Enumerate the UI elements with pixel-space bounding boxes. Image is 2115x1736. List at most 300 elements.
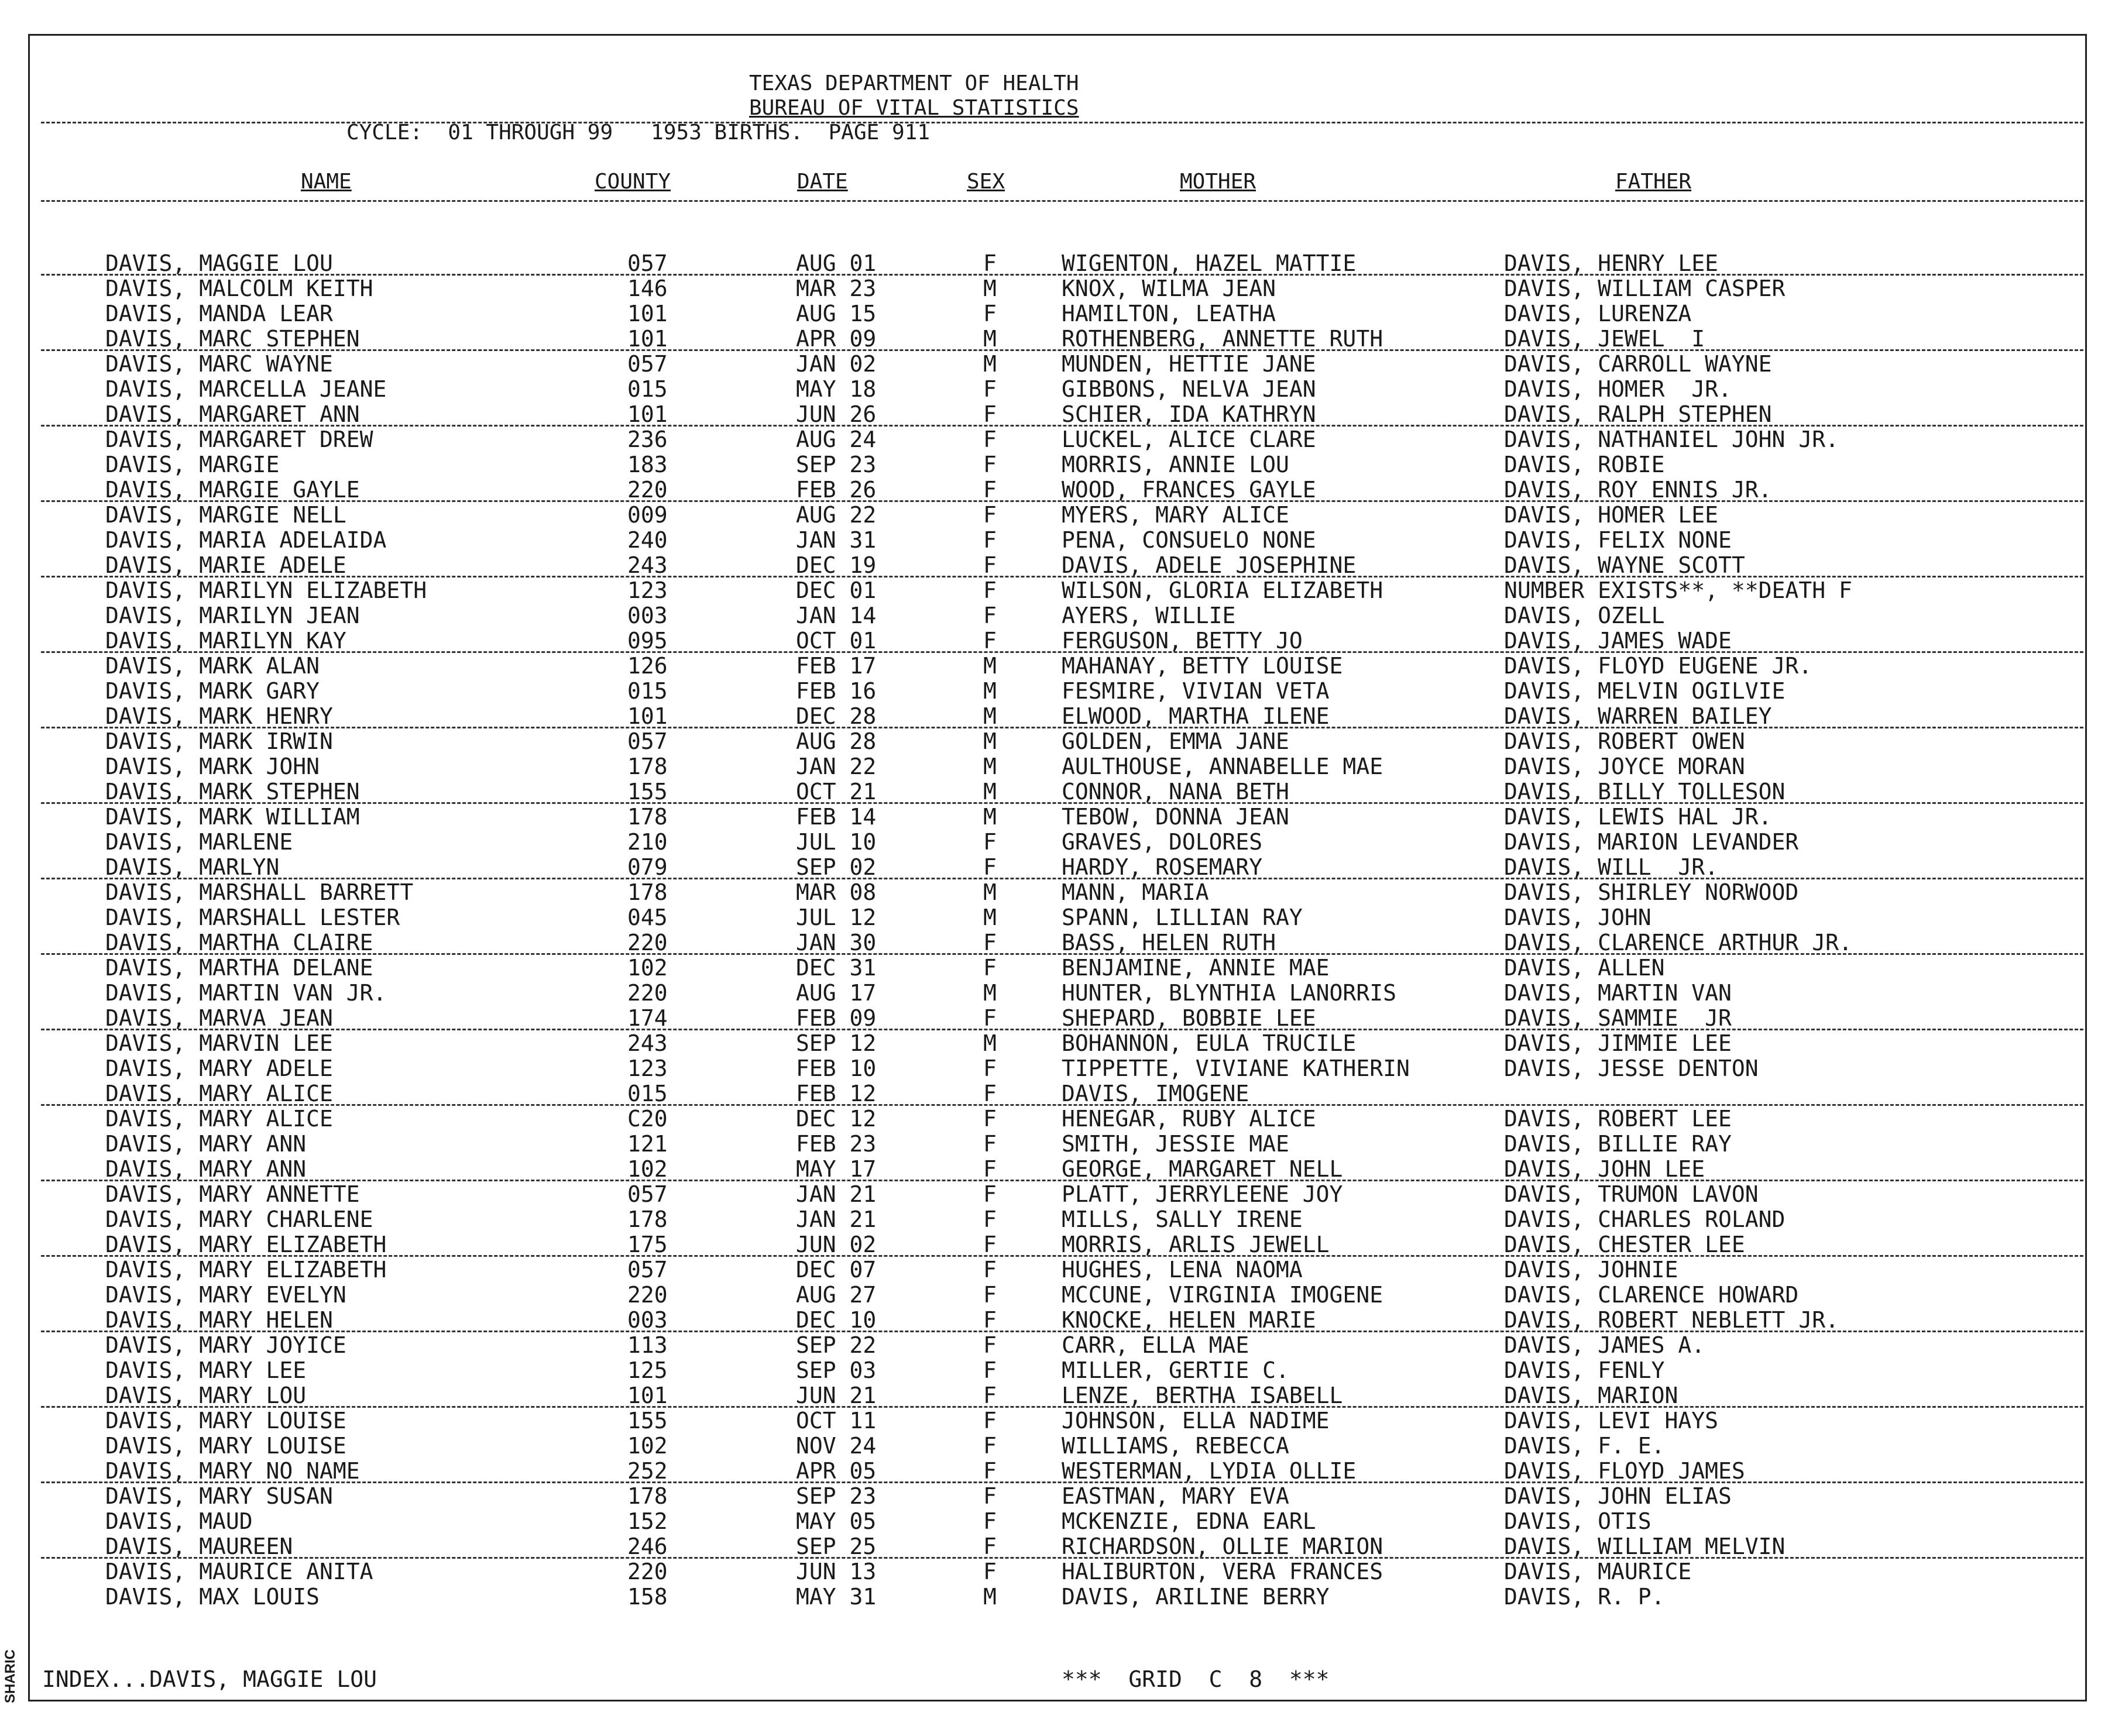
cell-name: DAVIS, MARY ALICE (105, 1106, 333, 1132)
cell-date: OCT 01 (796, 628, 877, 654)
cell-sex: F (983, 250, 997, 276)
cell-father: NUMBER EXISTS**, **DEATH F (1504, 577, 1852, 603)
cell-sex: F (983, 1383, 997, 1408)
cell-county: 152 (627, 1508, 668, 1534)
cell-father: DAVIS, JOHN ELIAS (1504, 1483, 1732, 1509)
cell-date: JAN 21 (796, 1181, 877, 1207)
cell-father: DAVIS, CLARENCE ARTHUR JR. (1504, 930, 1852, 955)
cell-father: DAVIS, JESSE DENTON (1504, 1056, 1759, 1081)
cell-county: 178 (627, 1483, 668, 1509)
cell-county: 146 (627, 276, 668, 301)
cell-father: DAVIS, MELVIN OGILVIE (1504, 678, 1786, 704)
cell-county: 252 (627, 1458, 668, 1484)
cell-date: FEB 16 (796, 678, 877, 704)
cell-name: DAVIS, MARC STEPHEN (105, 326, 360, 352)
cell-county: 178 (627, 1206, 668, 1232)
cell-date: FEB 17 (796, 653, 877, 679)
cell-date: JUL 10 (796, 829, 877, 855)
cell-father: DAVIS, CLARENCE HOWARD (1504, 1282, 1799, 1308)
cell-county: 003 (627, 1307, 668, 1333)
cell-name: DAVIS, MAURICE ANITA (105, 1559, 373, 1584)
cell-name: DAVIS, MARY CHARLENE (105, 1206, 373, 1232)
cell-sex: F (983, 376, 997, 402)
column-header-county: COUNTY (595, 170, 671, 194)
cell-father: DAVIS, ROBIE (1504, 452, 1665, 477)
cell-sex: F (983, 628, 997, 654)
cell-sex: M (983, 653, 997, 679)
cell-name: DAVIS, MARK STEPHEN (105, 779, 360, 805)
cell-county: 240 (627, 527, 668, 553)
cell-father: DAVIS, TRUMON LAVON (1504, 1181, 1759, 1207)
cell-father: DAVIS, MARION LEVANDER (1504, 829, 1799, 855)
cell-county: 102 (627, 1156, 668, 1182)
cell-sex: F (983, 955, 997, 981)
cell-father: DAVIS, WILLIAM MELVIN (1504, 1534, 1786, 1559)
cell-name: DAVIS, MARVA JEAN (105, 1005, 333, 1031)
cell-mother: HUNTER, BLYNTHIA LANORRIS (1062, 980, 1396, 1006)
cell-father: DAVIS, CHESTER LEE (1504, 1232, 1745, 1257)
cell-name: DAVIS, MARSHALL LESTER (105, 905, 400, 930)
cell-father: DAVIS, F. E. (1504, 1433, 1665, 1459)
cell-name: DAVIS, MARK JOHN (105, 754, 320, 779)
cell-county: 057 (627, 1257, 668, 1283)
cell-mother: WESTERMAN, LYDIA OLLIE (1062, 1458, 1357, 1484)
cell-name: DAVIS, MARTHA CLAIRE (105, 930, 373, 955)
cell-date: JAN 30 (796, 930, 877, 955)
cell-mother: WOOD, FRANCES GAYLE (1062, 477, 1316, 503)
cell-mother: HARDY, ROSEMARY (1062, 854, 1263, 880)
cell-father: DAVIS, NATHANIEL JOHN JR. (1504, 427, 1839, 452)
cell-mother: SMITH, JESSIE MAE (1062, 1131, 1289, 1157)
cell-name: DAVIS, MARIE ADELE (105, 552, 346, 578)
cell-sex: F (983, 1483, 997, 1509)
cell-sex: M (983, 980, 997, 1006)
cell-name: DAVIS, MARGIE (105, 452, 280, 477)
cell-sex: F (983, 1232, 997, 1257)
cell-name: DAVIS, MARGARET ANN (105, 401, 360, 427)
cell-date: AUG 22 (796, 502, 877, 528)
cell-date: AUG 15 (796, 301, 877, 326)
cell-date: APR 09 (796, 326, 877, 352)
cell-mother: SCHIER, IDA KATHRYN (1062, 401, 1316, 427)
cell-father: DAVIS, BILLY TOLLESON (1504, 779, 1786, 805)
cell-name: DAVIS, MARK ALAN (105, 653, 320, 679)
cell-sex: F (983, 1534, 997, 1559)
cell-sex: M (983, 754, 997, 779)
cell-father: DAVIS, WARREN BAILEY (1504, 703, 1772, 729)
cell-date: DEC 31 (796, 955, 877, 981)
cell-mother: CONNOR, NANA BETH (1062, 779, 1289, 805)
cell-county: 101 (627, 1383, 668, 1408)
cell-mother: MILLER, GERTIE C. (1062, 1357, 1289, 1383)
cell-mother: BENJAMINE, ANNIE MAE (1062, 955, 1330, 981)
cell-sex: M (983, 779, 997, 805)
cell-date: JAN 21 (796, 1206, 877, 1232)
cell-county: 178 (627, 879, 668, 905)
cell-date: MAR 08 (796, 879, 877, 905)
cell-county: 125 (627, 1357, 668, 1383)
cell-mother: KNOCKE, HELEN MARIE (1062, 1307, 1316, 1333)
cell-sex: F (983, 1282, 997, 1308)
cell-mother: MCCUNE, VIRGINIA IMOGENE (1062, 1282, 1383, 1308)
cell-mother: DAVIS, ADELE JOSEPHINE (1062, 552, 1357, 578)
cell-name: DAVIS, MARY HELEN (105, 1307, 333, 1333)
cell-father: DAVIS, JEWEL I (1504, 326, 1705, 352)
cell-county: 102 (627, 955, 668, 981)
cell-mother: BASS, HELEN RUTH (1062, 930, 1276, 955)
cell-father: DAVIS, ALLEN (1504, 955, 1665, 981)
cell-date: OCT 11 (796, 1408, 877, 1434)
cell-mother: WILSON, GLORIA ELIZABETH (1062, 577, 1383, 603)
cell-county: 246 (627, 1534, 668, 1559)
cell-father: DAVIS, WAYNE SCOTT (1504, 552, 1745, 578)
cell-sex: F (983, 1357, 997, 1383)
cell-county: 126 (627, 653, 668, 679)
cell-county: 123 (627, 1056, 668, 1081)
cell-date: SEP 25 (796, 1534, 877, 1559)
cell-father: DAVIS, ROBERT NEBLETT JR. (1504, 1307, 1839, 1333)
cell-sex: M (983, 1030, 997, 1056)
cell-mother: KNOX, WILMA JEAN (1062, 276, 1276, 301)
cell-date: DEC 12 (796, 1106, 877, 1132)
cell-father: DAVIS, FENLY (1504, 1357, 1665, 1383)
header-subtitle: BUREAU OF VITAL STATISTICS (749, 96, 1079, 120)
cell-sex: F (983, 1508, 997, 1534)
cell-date: FEB 14 (796, 804, 877, 830)
cell-date: MAY 18 (796, 376, 877, 402)
cell-date: SEP 23 (796, 1483, 877, 1509)
cell-mother: FESMIRE, VIVIAN VETA (1062, 678, 1330, 704)
cell-mother: MORRIS, ANNIE LOU (1062, 452, 1289, 477)
cell-name: DAVIS, MARLYN (105, 854, 280, 880)
cell-father: DAVIS, BILLIE RAY (1504, 1131, 1732, 1157)
cell-sex: F (983, 1181, 997, 1207)
cell-father: DAVIS, R. P. (1504, 1584, 1665, 1610)
cell-date: JUL 12 (796, 905, 877, 930)
cell-sex: F (983, 1307, 997, 1333)
cell-mother: GIBBONS, NELVA JEAN (1062, 376, 1316, 402)
cell-name: DAVIS, MARC WAYNE (105, 351, 333, 377)
cell-date: AUG 27 (796, 1282, 877, 1308)
cell-county: 102 (627, 1433, 668, 1459)
cell-sex: M (983, 728, 997, 754)
footer-grid: *** GRID C 8 *** (1062, 1666, 1330, 1692)
cell-sex: F (983, 502, 997, 528)
cell-date: FEB 26 (796, 477, 877, 503)
cell-county: 121 (627, 1131, 668, 1157)
cell-father: DAVIS, MARION (1504, 1383, 1678, 1408)
cell-county: 155 (627, 1408, 668, 1434)
cell-date: SEP 22 (796, 1332, 877, 1358)
cell-father: DAVIS, JOYCE MORAN (1504, 754, 1745, 779)
cell-mother: MILLS, SALLY IRENE (1062, 1206, 1303, 1232)
cell-father: DAVIS, HENRY LEE (1504, 250, 1719, 276)
cell-date: SEP 12 (796, 1030, 877, 1056)
cell-name: DAVIS, MARGIE NELL (105, 502, 346, 528)
cell-mother: MANN, MARIA (1062, 879, 1209, 905)
cell-father: DAVIS, LEVI HAYS (1504, 1408, 1719, 1434)
cell-father: DAVIS, JIMMIE LEE (1504, 1030, 1732, 1056)
cell-sex: F (983, 1056, 997, 1081)
cell-name: DAVIS, MAUD (105, 1508, 253, 1534)
cell-date: MAY 31 (796, 1584, 877, 1610)
cell-mother: BOHANNON, EULA TRUCILE (1062, 1030, 1357, 1056)
cell-county: 155 (627, 779, 668, 805)
cell-sex: F (983, 527, 997, 553)
cell-date: MAY 17 (796, 1156, 877, 1182)
cell-father: DAVIS, JAMES A. (1504, 1332, 1705, 1358)
cell-county: 178 (627, 804, 668, 830)
cell-sex: F (983, 1005, 997, 1031)
cell-county: 045 (627, 905, 668, 930)
cell-county: 057 (627, 351, 668, 377)
cell-sex: F (983, 427, 997, 452)
cell-county: 101 (627, 301, 668, 326)
cell-sex: M (983, 804, 997, 830)
cell-sex: F (983, 452, 997, 477)
cell-mother: MAHANAY, BETTY LOUISE (1062, 653, 1343, 679)
cell-date: OCT 21 (796, 779, 877, 805)
cell-county: 057 (627, 1181, 668, 1207)
cell-date: DEC 07 (796, 1257, 877, 1283)
cell-name: DAVIS, MARY ALICE (105, 1081, 333, 1106)
cell-mother: MORRIS, ARLIS JEWELL (1062, 1232, 1330, 1257)
cell-date: JAN 22 (796, 754, 877, 779)
cell-father: DAVIS, CARROLL WAYNE (1504, 351, 1772, 377)
cell-sex: F (983, 1257, 997, 1283)
cell-mother: AULTHOUSE, ANNABELLE MAE (1062, 754, 1383, 779)
cell-name: DAVIS, MAX LOUIS (105, 1584, 320, 1610)
cell-mother: RICHARDSON, OLLIE MARION (1062, 1534, 1383, 1559)
cell-mother: AYERS, WILLIE (1062, 603, 1236, 628)
cell-name: DAVIS, MARY JOYICE (105, 1332, 346, 1358)
cell-name: DAVIS, MARSHALL BARRETT (105, 879, 414, 905)
cell-father: DAVIS, HOMER LEE (1504, 502, 1719, 528)
cell-sex: F (983, 829, 997, 855)
cell-date: JUN 13 (796, 1559, 877, 1584)
cell-sex: M (983, 351, 997, 377)
cell-mother: WILLIAMS, REBECCA (1062, 1433, 1289, 1459)
cell-father: DAVIS, FELIX NONE (1504, 527, 1732, 553)
cell-sex: F (983, 1156, 997, 1182)
cell-sex: F (983, 301, 997, 326)
cell-name: DAVIS, MALCOLM KEITH (105, 276, 373, 301)
cell-date: DEC 10 (796, 1307, 877, 1333)
cell-name: DAVIS, MARY EVELYN (105, 1282, 346, 1308)
cell-name: DAVIS, MARGIE GAYLE (105, 477, 360, 503)
cell-mother: TIPPETTE, VIVIANE KATHERIN (1062, 1056, 1410, 1081)
cell-father: DAVIS, MAURICE (1504, 1559, 1692, 1584)
cell-mother: GEORGE, MARGARET NELL (1062, 1156, 1343, 1182)
cycle-line: CYCLE: 01 THROUGH 99 1953 BIRTHS. PAGE 911 (346, 121, 930, 145)
cell-name: DAVIS, MARY NO NAME (105, 1458, 360, 1484)
cell-date: SEP 03 (796, 1357, 877, 1383)
cell-father: DAVIS, JOHN (1504, 905, 1652, 930)
cell-father: DAVIS, RALPH STEPHEN (1504, 401, 1772, 427)
cell-county: C20 (627, 1106, 668, 1132)
cell-name: DAVIS, MARY LOU (105, 1383, 307, 1408)
cell-father: DAVIS, ROY ENNIS JR. (1504, 477, 1772, 503)
cell-sex: F (983, 1332, 997, 1358)
cell-name: DAVIS, MARK HENRY (105, 703, 333, 729)
cell-name: DAVIS, MARILYN ELIZABETH (105, 577, 427, 603)
cell-name: DAVIS, MARIA ADELAIDA (105, 527, 387, 553)
cell-date: JAN 31 (796, 527, 877, 553)
cell-father: DAVIS, OZELL (1504, 603, 1665, 628)
cell-father: DAVIS, FLOYD JAMES (1504, 1458, 1745, 1484)
cell-name: DAVIS, MARY ELIZABETH (105, 1257, 387, 1283)
cell-county: 009 (627, 502, 668, 528)
cell-father: DAVIS, ROBERT OWEN (1504, 728, 1745, 754)
cell-date: SEP 02 (796, 854, 877, 880)
cell-mother: ROTHENBERG, ANNETTE RUTH (1062, 326, 1383, 352)
cell-county: 015 (627, 1081, 668, 1106)
column-header-father: FATHER (1615, 170, 1692, 194)
cell-county: 220 (627, 1559, 668, 1584)
cell-county: 057 (627, 728, 668, 754)
cell-sex: M (983, 879, 997, 905)
cell-father: DAVIS, LURENZA (1504, 301, 1692, 326)
cell-name: DAVIS, MARY LEE (105, 1357, 307, 1383)
cell-mother: TEBOW, DONNA JEAN (1062, 804, 1289, 830)
cell-father: DAVIS, JOHN LEE (1504, 1156, 1705, 1182)
cell-sex: F (983, 577, 997, 603)
cell-mother: PLATT, JERRYLEENE JOY (1062, 1181, 1343, 1207)
cell-sex: M (983, 905, 997, 930)
cell-father: DAVIS, JAMES WADE (1504, 628, 1732, 654)
cell-county: 095 (627, 628, 668, 654)
cell-sex: M (983, 326, 997, 352)
cell-mother: MCKENZIE, EDNA EARL (1062, 1508, 1316, 1534)
cell-mother: MYERS, MARY ALICE (1062, 502, 1289, 528)
cell-sex: M (983, 276, 997, 301)
column-header-divider (41, 200, 2083, 202)
cell-father: DAVIS, CHARLES ROLAND (1504, 1206, 1786, 1232)
column-header-date: DATE (797, 170, 848, 194)
cell-mother: HALIBURTON, VERA FRANCES (1062, 1559, 1383, 1584)
cell-county: 158 (627, 1584, 668, 1610)
cell-date: MAY 05 (796, 1508, 877, 1534)
header-title: TEXAS DEPARTMENT OF HEALTH (749, 71, 1079, 95)
cell-father: DAVIS, ROBERT LEE (1504, 1106, 1732, 1132)
cell-father: DAVIS, MARTIN VAN (1504, 980, 1732, 1006)
cell-mother: GOLDEN, EMMA JANE (1062, 728, 1289, 754)
side-label: SHARIC (2, 1649, 18, 1704)
cell-mother: JOHNSON, ELLA NADIME (1062, 1408, 1330, 1434)
cell-mother: PENA, CONSUELO NONE (1062, 527, 1316, 553)
cell-county: 174 (627, 1005, 668, 1031)
cell-mother: HAMILTON, LEATHA (1062, 301, 1276, 326)
cell-name: DAVIS, MAGGIE LOU (105, 250, 333, 276)
cell-date: DEC 19 (796, 552, 877, 578)
cell-date: AUG 17 (796, 980, 877, 1006)
cell-mother: CARR, ELLA MAE (1062, 1332, 1249, 1358)
cell-county: 243 (627, 1030, 668, 1056)
cell-name: DAVIS, MAUREEN (105, 1534, 293, 1559)
cell-county: 015 (627, 376, 668, 402)
cell-name: DAVIS, MARILYN JEAN (105, 603, 360, 628)
cell-name: DAVIS, MARILYN KAY (105, 628, 346, 654)
cell-county: 101 (627, 703, 668, 729)
cell-date: SEP 23 (796, 452, 877, 477)
cell-father: DAVIS, WILLIAM CASPER (1504, 276, 1786, 301)
cell-date: JUN 21 (796, 1383, 877, 1408)
cell-sex: F (983, 930, 997, 955)
cell-father: DAVIS, OTIS (1504, 1508, 1652, 1534)
cell-county: 015 (627, 678, 668, 704)
cell-county: 079 (627, 854, 668, 880)
cell-name: DAVIS, MARK IRWIN (105, 728, 333, 754)
column-header-mother: MOTHER (1180, 170, 1256, 194)
cell-date: DEC 01 (796, 577, 877, 603)
footer-index: INDEX...DAVIS, MAGGIE LOU (42, 1666, 377, 1692)
cell-county: 003 (627, 603, 668, 628)
cell-sex: F (983, 1206, 997, 1232)
cell-name: DAVIS, MARK WILLIAM (105, 804, 360, 830)
cell-sex: M (983, 703, 997, 729)
cell-mother: MUNDEN, HETTIE JANE (1062, 351, 1316, 377)
cell-sex: M (983, 1584, 997, 1610)
cell-father: DAVIS, FLOYD EUGENE JR. (1504, 653, 1812, 679)
cell-county: 210 (627, 829, 668, 855)
cell-father: DAVIS, WILL JR. (1504, 854, 1719, 880)
cell-sex: F (983, 1559, 997, 1584)
cell-name: DAVIS, MARY SUSAN (105, 1483, 333, 1509)
cell-mother: EASTMAN, MARY EVA (1062, 1483, 1289, 1509)
cell-sex: F (983, 477, 997, 503)
cell-name: DAVIS, MARY ELIZABETH (105, 1232, 387, 1257)
cell-mother: HENEGAR, RUBY ALICE (1062, 1106, 1316, 1132)
cell-date: FEB 10 (796, 1056, 877, 1081)
cell-name: DAVIS, MARCELLA JEANE (105, 376, 387, 402)
cell-date: FEB 09 (796, 1005, 877, 1031)
cell-mother: LUCKEL, ALICE CLARE (1062, 427, 1316, 452)
cell-county: 101 (627, 401, 668, 427)
cell-mother: FERGUSON, BETTY JO (1062, 628, 1303, 654)
cell-sex: F (983, 1433, 997, 1459)
cell-date: NOV 24 (796, 1433, 877, 1459)
cell-county: 243 (627, 552, 668, 578)
cell-county: 220 (627, 477, 668, 503)
cell-sex: F (983, 1106, 997, 1132)
cell-mother: WIGENTON, HAZEL MATTIE (1062, 250, 1357, 276)
cell-date: JAN 14 (796, 603, 877, 628)
cell-name: DAVIS, MARY ANN (105, 1131, 307, 1157)
cell-mother: GRAVES, DOLORES (1062, 829, 1263, 855)
cell-sex: M (983, 678, 997, 704)
cell-name: DAVIS, MARGARET DREW (105, 427, 373, 452)
cell-sex: F (983, 401, 997, 427)
cell-sex: F (983, 1458, 997, 1484)
cell-sex: F (983, 1081, 997, 1106)
column-header-name: NAME (301, 170, 352, 194)
cell-county: 175 (627, 1232, 668, 1257)
cell-date: JAN 02 (796, 351, 877, 377)
cell-name: DAVIS, MARY LOUISE (105, 1408, 346, 1434)
cell-county: 101 (627, 326, 668, 352)
column-header-sex: SEX (967, 170, 1005, 194)
cell-name: DAVIS, MARTHA DELANE (105, 955, 373, 981)
cell-county: 220 (627, 980, 668, 1006)
cell-mother: ELWOOD, MARTHA ILENE (1062, 703, 1330, 729)
cell-county: 113 (627, 1332, 668, 1358)
cell-date: APR 05 (796, 1458, 877, 1484)
cell-county: 123 (627, 577, 668, 603)
cell-county: 236 (627, 427, 668, 452)
cell-father: DAVIS, SAMMIE JR (1504, 1005, 1732, 1031)
cell-mother: LENZE, BERTHA ISABELL (1062, 1383, 1343, 1408)
cell-date: JUN 02 (796, 1232, 877, 1257)
